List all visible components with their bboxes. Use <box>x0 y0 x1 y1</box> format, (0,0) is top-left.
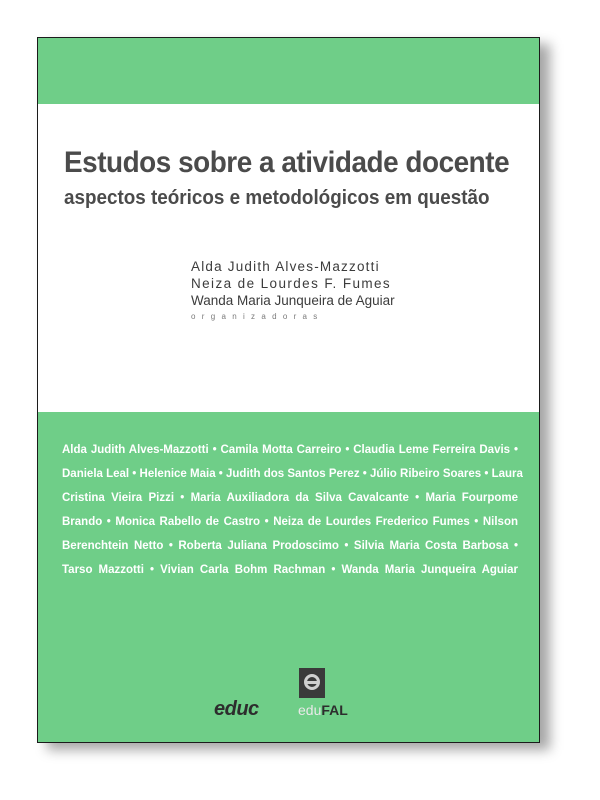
book-cover <box>37 37 540 743</box>
organizer-name: Alda Judith Alves-Mazzotti <box>191 259 380 274</box>
edufal-logo-fal: FAL <box>321 702 348 718</box>
organizer-name: Wanda Maria Junqueira de Aguiar <box>191 293 395 308</box>
contributors-line: Brando • Monica Rabello de Castro • Neiza de Lourdes Frederico Fumes • Nilson <box>62 516 518 528</box>
edufal-logo-icon <box>299 668 325 698</box>
organizers-role-label: organizadoras <box>191 312 324 321</box>
contributors-line: Tarso Mazzotti • Vivian Carla Bohm Rachman • Wanda Maria Junqueira Aguiar <box>62 564 518 576</box>
educ-logo: educ <box>214 698 259 720</box>
book-subtitle: aspectos teóricos e metodológicos em questão <box>64 186 490 209</box>
organizers-list <box>191 258 451 309</box>
edufal-logo <box>298 702 348 718</box>
organizer-name: Neiza de Lourdes F. Fumes <box>191 276 392 291</box>
contributors-line: Daniela Leal • Helenice Maia • Judith dos Santos Perez • Júlio Ribeiro Soares • Laura <box>62 468 523 480</box>
contributors-list <box>62 438 523 582</box>
contributors-line: Alda Judith Alves-Mazzotti • Camila Motta Carreiro • Claudia Leme Ferreira Davis • <box>62 444 518 456</box>
contributors-line: Cristina Vieira Pizzi • Maria Auxiliadora da Silva Cavalcante • Maria Fourpome <box>62 492 518 504</box>
book-title: Estudos sobre a atividade docente <box>64 146 510 179</box>
contributors-line: Berenchtein Netto • Roberta Juliana Prodoscimo • Silvia Maria Costa Barbosa • <box>62 540 518 552</box>
edufal-logo-edu: edu <box>298 702 322 718</box>
